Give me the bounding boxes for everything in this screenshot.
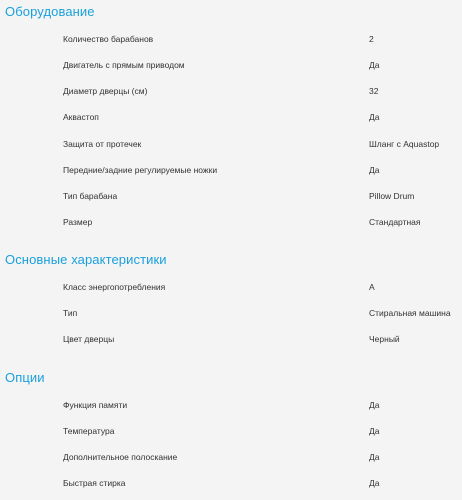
spec-label: Размер — [63, 217, 93, 227]
spec-row — [0, 400, 462, 426]
spec-label: Функция памяти — [63, 400, 128, 410]
spec-row — [0, 139, 462, 165]
spec-value: A — [369, 282, 375, 292]
spec-label: Количество барабанов — [63, 34, 154, 44]
spec-value: Да — [369, 426, 380, 436]
spec-row — [0, 478, 462, 500]
spec-row — [0, 165, 462, 191]
spec-label: Защита от протечек — [63, 139, 142, 149]
spec-label: Двигатель с прямым приводом — [63, 60, 185, 70]
spec-row — [0, 217, 462, 243]
section-title-options: Опции — [5, 370, 45, 385]
spec-row — [0, 308, 462, 334]
spec-row — [0, 112, 462, 138]
spec-label: Аквастоп — [63, 112, 99, 122]
spec-label: Тип барабана — [63, 191, 118, 201]
spec-value: Да — [369, 165, 380, 175]
spec-label: Дополнительное полоскание — [63, 452, 178, 462]
spec-value: Шланг с Aquastop — [369, 139, 440, 149]
spec-label: Диаметр дверцы (см) — [63, 86, 148, 96]
spec-row — [0, 191, 462, 217]
spec-label: Температура — [63, 426, 115, 436]
spec-value: Да — [369, 452, 380, 462]
spec-value: Да — [369, 400, 380, 410]
spec-value: Да — [369, 60, 380, 70]
section-title-main-characteristics: Основные характеристики — [5, 252, 167, 267]
spec-value: Черный — [369, 334, 400, 344]
spec-value: Pillow Drum — [369, 191, 415, 201]
spec-value: 2 — [369, 34, 374, 44]
spec-label: Тип — [63, 308, 78, 318]
spec-row — [0, 282, 462, 308]
spec-value: Стиральная машина — [369, 308, 451, 318]
spec-row — [0, 452, 462, 478]
spec-label: Передние/задние регулируемые ножки — [63, 165, 218, 175]
spec-value: Да — [369, 478, 380, 488]
spec-label: Класс энергопотребления — [63, 282, 166, 292]
spec-row — [0, 60, 462, 86]
section-title-equipment: Оборудование — [5, 4, 95, 19]
spec-row — [0, 334, 462, 360]
spec-row — [0, 86, 462, 112]
spec-label: Цвет дверцы — [63, 334, 115, 344]
spec-label: Быстрая стирка — [63, 478, 126, 488]
spec-row — [0, 34, 462, 60]
spec-row — [0, 426, 462, 452]
spec-value: Стандартная — [369, 217, 421, 227]
spec-value: Да — [369, 112, 380, 122]
spec-value: 32 — [369, 86, 379, 96]
